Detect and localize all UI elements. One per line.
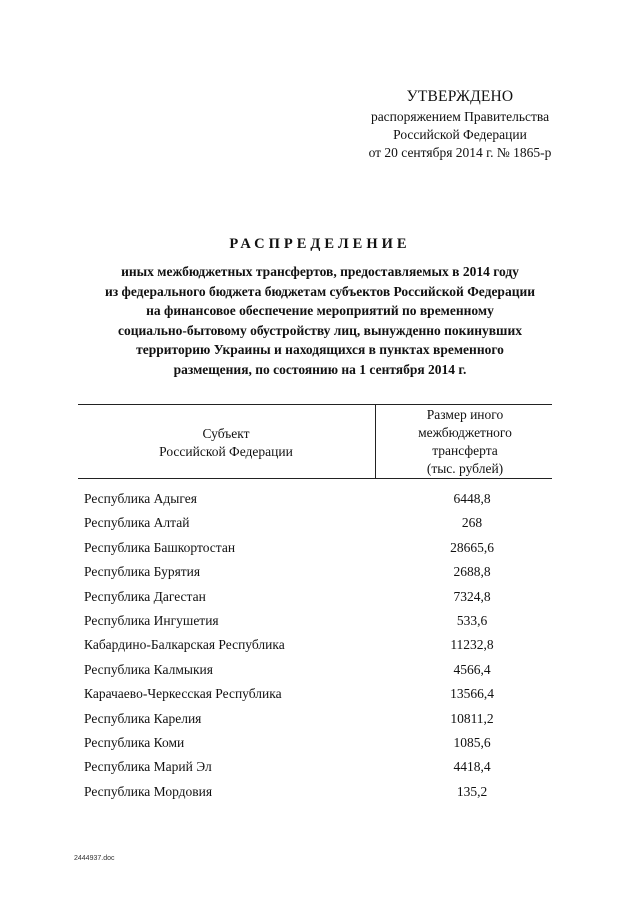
table-row xyxy=(84,490,544,514)
table-row xyxy=(84,636,544,660)
column-header-subject xyxy=(80,425,372,461)
table-row xyxy=(84,588,544,612)
approval-title: УТВЕРЖДЕНО xyxy=(406,88,514,105)
row-subject: Республика Марий Эл xyxy=(84,759,212,775)
approval-line-3: от 20 сентября 2014 г. № 1865-р xyxy=(368,145,552,160)
table-row xyxy=(84,710,544,734)
subtitle-line: из федерального бюджета бюджетам субъектов Российской Федерации xyxy=(104,283,536,299)
table-row xyxy=(84,612,544,636)
row-amount: 1085,6 xyxy=(453,734,491,750)
row-amount: 13566,4 xyxy=(450,686,494,702)
table-row xyxy=(84,783,544,807)
table-row xyxy=(84,734,544,758)
row-subject: Республика Коми xyxy=(84,734,185,750)
row-subject: Республика Дагестан xyxy=(84,588,206,604)
row-subject: Республика Карелия xyxy=(84,710,202,726)
row-amount: 10811,2 xyxy=(450,710,494,726)
document-subtitle xyxy=(60,262,580,380)
subtitle-line: размещения, по состоянию на 1 сентября 2014 г. xyxy=(173,361,467,377)
approval-line-1: распоряжением Правительства xyxy=(370,109,550,124)
row-subject: Карачаево-Черкесская Республика xyxy=(84,686,282,702)
subtitle-line: территорию Украины и находящихся в пунктах временного xyxy=(136,342,504,358)
row-amount: 4566,4 xyxy=(453,661,491,677)
subtitle-line: социально-бытовому обустройству лиц, вынужденно покинувших xyxy=(118,322,522,338)
approval-line-2: Российской Федерации xyxy=(393,127,527,142)
column-header-line: Российской Федерации xyxy=(159,444,293,459)
row-amount: 135,2 xyxy=(456,783,488,799)
table-row xyxy=(84,563,544,587)
column-header-line: Размер иного xyxy=(426,407,504,422)
row-subject: Республика Адыгея xyxy=(84,491,197,506)
file-reference: 2444937.doc xyxy=(74,855,115,862)
table-header-rule xyxy=(78,478,552,479)
table-column-divider xyxy=(375,404,376,479)
column-header-line: трансферта xyxy=(432,443,498,458)
table-row xyxy=(84,661,544,685)
approval-block xyxy=(330,88,590,162)
row-subject: Республика Башкортостан xyxy=(84,539,236,555)
row-amount: 4418,4 xyxy=(453,759,491,775)
row-amount: 11232,8 xyxy=(450,637,494,653)
row-amount: 2688,8 xyxy=(453,564,491,580)
row-subject: Республика Мордовия xyxy=(84,783,213,799)
row-amount: 533,6 xyxy=(456,612,488,628)
table-row xyxy=(84,514,544,538)
table-row xyxy=(84,758,544,782)
column-header-line: межбюджетного xyxy=(418,425,512,440)
row-amount: 268 xyxy=(461,515,483,531)
row-subject: Республика Бурятия xyxy=(84,564,201,580)
subtitle-line: иных межбюджетных трансфертов, предоставляемых в 2014 году xyxy=(121,264,519,279)
table-row xyxy=(84,539,544,563)
column-header-amount xyxy=(378,406,552,478)
table-row xyxy=(84,685,544,709)
row-amount: 6448,8 xyxy=(453,491,491,506)
table-top-rule xyxy=(78,404,552,405)
row-subject: Республика Алтай xyxy=(84,515,190,531)
document-heading: РАСПРЕДЕЛЕНИЕ xyxy=(229,236,411,252)
row-amount: 28665,6 xyxy=(450,539,494,555)
column-header-line: Субъект xyxy=(202,426,250,441)
table-body xyxy=(84,490,544,807)
subtitle-line: на финансовое обеспечение мероприятий по временному xyxy=(146,303,494,319)
row-subject: Республика Калмыкия xyxy=(84,661,213,677)
column-header-line: (тыс. рублей) xyxy=(426,461,504,476)
row-subject: Республика Ингушетия xyxy=(84,612,219,628)
row-subject: Кабардино-Балкарская Республика xyxy=(84,637,285,653)
row-amount: 7324,8 xyxy=(453,588,491,604)
